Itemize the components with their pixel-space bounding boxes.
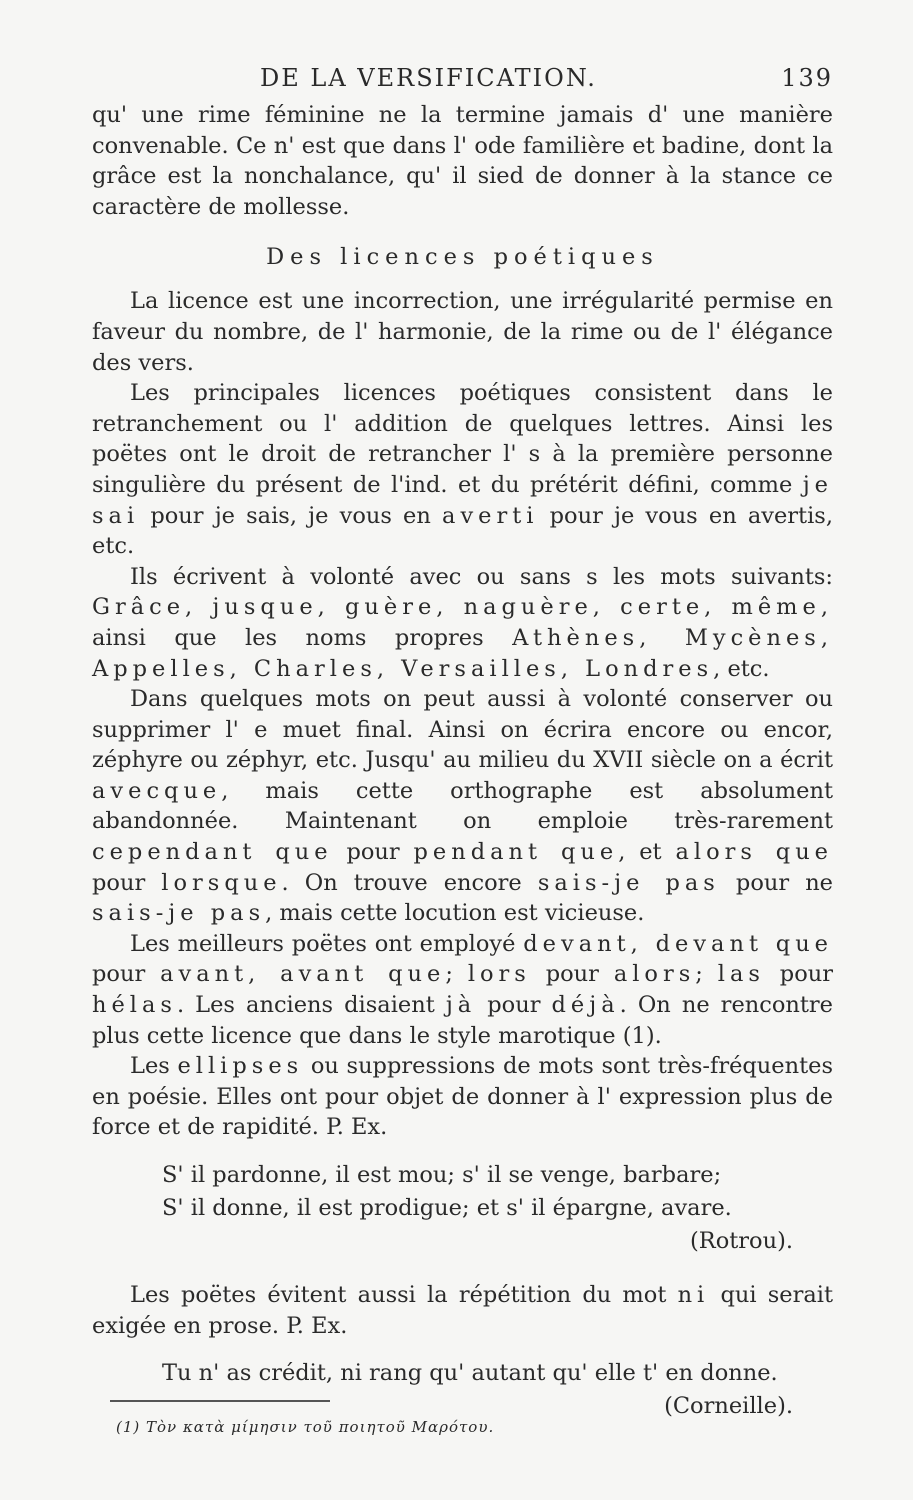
- example-word: ni: [677, 1282, 710, 1308]
- text-run: Dans quelques mots on peut aussi à volonté conserver ou supprimer l' e muet final. Ainsi on écrira encore ou encor, zéphyre ou zéphyr, etc. Jusqu' au milieu du XVII siècle on a écrit: [92, 686, 833, 774]
- page-number: 139: [781, 64, 833, 92]
- text-run: pour je sais, je vous en: [139, 502, 443, 529]
- example-word: alors que: [675, 839, 833, 866]
- section-heading: Des licences poétiques: [266, 244, 659, 271]
- paragraph-0: qu' une rime féminine ne la termine jamais d' une manière convenable. Ce n' est que dans l' ode familière et badine, dont la grâce est la nonchalance, qu' il sied de donner à la stance ce caractère de mollesse.: [92, 102, 833, 220]
- text-run: pour: [530, 961, 614, 988]
- text-run: ;: [445, 961, 468, 988]
- example-word: ellipses: [177, 1053, 304, 1080]
- text-run: pour: [764, 961, 833, 988]
- example-word: je sai: [92, 471, 833, 529]
- text-run: qui serait exigée en prose. P. Ex.: [92, 1282, 833, 1339]
- text-run: pour: [92, 869, 162, 896]
- text-run: ainsi que les noms propres: [92, 624, 513, 651]
- running-head: [92, 56, 833, 100]
- example-word: pendant que: [413, 839, 619, 866]
- example-word: las: [717, 961, 765, 988]
- paragraph-6: [92, 1051, 833, 1143]
- text-run: pour: [332, 839, 414, 866]
- text-run: ou suppressions de mots sont très-fréquentes en poésie. Elles ont pour objet de donner à l' expression plus de force et de rapidité. P. Ex.: [92, 1053, 833, 1141]
- text-run: . On trouve encore: [281, 869, 538, 896]
- example-word: déjà: [551, 992, 620, 1019]
- footnote-rule: [110, 1400, 330, 1402]
- text-run: Les poëtes évitent aussi la répétition du mot: [130, 1282, 678, 1308]
- paragraph-2: [92, 378, 833, 562]
- text-run: , et: [618, 839, 676, 866]
- verse-attribution: (Rotrou).: [689, 1228, 793, 1254]
- paragraph-7: [92, 1280, 833, 1341]
- text-run: . Les anciens disaient: [176, 992, 446, 1019]
- paragraph-5: [92, 929, 833, 1051]
- running-title: DE LA VERSIFICATION.: [260, 64, 597, 92]
- example-word: avecque: [92, 777, 222, 804]
- paragraph-3: [92, 562, 833, 684]
- text-run: pour ne: [719, 869, 834, 896]
- example-word: lorsque: [161, 869, 282, 896]
- text-run: pour: [476, 992, 552, 1019]
- example-word: alors: [613, 961, 696, 988]
- example-word: sais-je pas: [92, 900, 266, 927]
- footnote: (1) Τὸν κατὰ μίμησιν τοῦ ποιητοῦ Μαρότου.: [116, 1418, 495, 1436]
- text-run: Les: [130, 1053, 178, 1080]
- text-run: pour: [92, 961, 161, 988]
- example-word: jà: [445, 992, 477, 1019]
- example-word: hélas: [92, 992, 177, 1019]
- verse-quote-2: [162, 1357, 833, 1390]
- text-run: Les meilleurs poëtes ont employé: [130, 930, 524, 957]
- example-words: Grâce, jusque, guère, naguère, certe, même,: [92, 594, 833, 621]
- text-run: , mais cette orthographe est absolument abandonnée. Maintenant on emploie très-rarement: [92, 777, 833, 835]
- text-run: . On ne rencontre plus cette licence que dans le style marotique (1).: [92, 992, 833, 1049]
- text-run: ;: [695, 961, 718, 988]
- text-run: pour je vous en avertis, etc.: [92, 502, 833, 560]
- paragraph-4: [92, 684, 833, 929]
- example-word: averti: [442, 502, 539, 529]
- verse-line: S' il pardonne, il est mou; s' il se venge, barbare;: [162, 1162, 722, 1188]
- text-run: , etc.: [713, 655, 770, 682]
- text-run: Ils écrivent à volonté avec ou sans s les mots suivants:: [130, 563, 833, 590]
- example-word: sais-je pas: [537, 869, 720, 896]
- example-word: lors: [467, 961, 531, 988]
- text-run: Les principales licences poétiques consistent dans le retranchement ou l' addition de quelques lettres. Ainsi les poëtes ont le droit de retrancher l' s à la première personne singulière du présent de l'ind. et du prétérit défini, comme: [92, 380, 833, 498]
- verse-quote-1: [162, 1159, 833, 1225]
- paragraph-1: La licence est une incorrection, une irrégularité permise en faveur du nombre, de l' harmonie, de la rime ou de l' élégance des vers.: [92, 288, 833, 376]
- verse-attribution: (Corneille).: [664, 1393, 793, 1420]
- example-names: Athènes, Mycènes, Appelles, Charles, Versailles, Londres: [92, 624, 833, 682]
- verse-line: S' il donne, il est prodigue; et s' il épargne, avare.: [162, 1195, 732, 1221]
- verse-line: Tu n' as crédit, ni rang qu' autant qu' elle t' en donne.: [162, 1360, 778, 1387]
- example-word: avant, avant que: [160, 961, 446, 988]
- example-word: devant, devant que: [523, 930, 833, 957]
- text-run: , mais cette locution est vicieuse.: [265, 900, 645, 927]
- example-word: cependant que: [92, 839, 333, 866]
